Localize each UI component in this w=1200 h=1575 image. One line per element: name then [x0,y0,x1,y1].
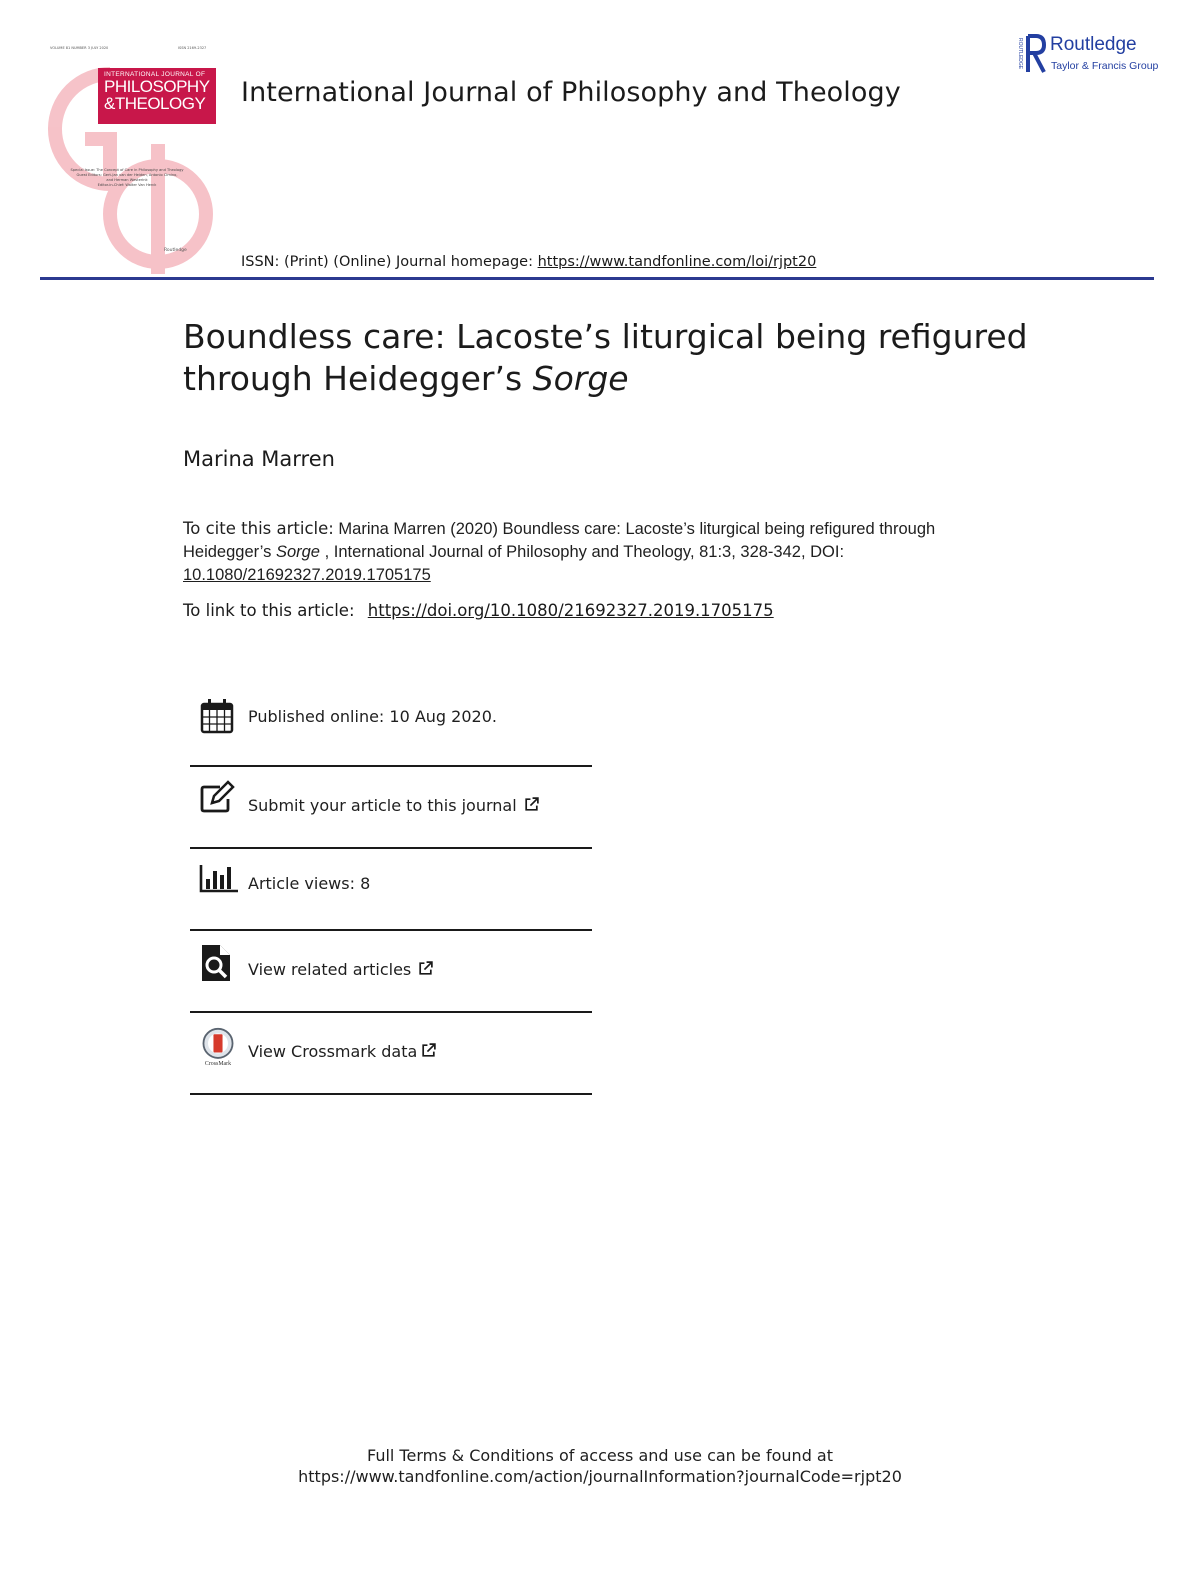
publisher-name: Routledge [1050,34,1137,55]
article-title [183,316,1083,400]
bar-chart-icon [198,861,238,901]
related-articles-row[interactable] [190,931,592,1013]
crossmark-label: CrossMark [204,1061,232,1067]
cover-title-line-1: PHILOSOPHY [104,77,210,96]
cover-publisher-mark: Routledge [164,248,187,253]
cover-kicker: INTERNATIONAL JOURNAL OF [104,71,206,78]
terms-footer-link[interactable]: https://www.tandfonline.com/action/journalInformation?journalCode=rjpt20 [298,1467,902,1486]
cover-blurb-line: and Herman Westerink [106,178,148,182]
cover-title-box [98,68,216,124]
article-views-text: Article views: 8 [248,874,371,893]
journal-title[interactable]: International Journal of Philosophy and Theology [241,77,901,108]
edit-icon [198,779,238,819]
crossmark-row[interactable] [190,1013,592,1095]
crossmark-icon [198,1027,238,1067]
submit-article-link[interactable] [248,796,540,815]
calendar-icon [198,697,238,737]
citation-block [183,517,1023,587]
external-link-icon [420,1042,437,1059]
citation-text-cont: , International Journal of Philosophy and Theology, 81:3, 328-342, DOI: [319,543,845,561]
issn-homepage-line [241,254,816,270]
related-articles-link[interactable] [248,960,434,979]
article-doi-url-link[interactable]: https://doi.org/10.1080/21692327.2019.1705175 [367,601,774,620]
published-online-text: Published online: 10 Aug 2020. [248,707,497,726]
citation-label: To cite this article: [183,519,334,538]
journal-cover-thumbnail[interactable] [40,42,218,274]
cover-blurb-line: Special Issue: The Concept of Care in Philosophy and Theology [70,168,184,172]
citation-italic: Sorge [275,543,320,561]
crossmark-label-text: View Crossmark data [248,1042,418,1061]
article-title-line-2 [183,358,1083,400]
article-link-line [183,601,774,620]
article-author: Marina Marren [183,447,335,471]
external-link-icon [523,796,540,813]
terms-footer-line-1: Full Terms & Conditions of access and use can be found at [366,1446,834,1465]
cover-blurb-line: Guest Editors: Gert-Jan van der Heiden, Antonio Cimino, [76,173,178,177]
cover-volume-text: VOLUME 81 NUMBER 3 JULY 2020 [50,46,109,50]
submit-article-label: Submit your article to this journal [248,796,517,815]
article-link-label: To link to this article: [183,601,360,620]
article-metadata-list [190,680,592,1095]
cover-issn-text: ISSN 2169-2327 [178,46,207,50]
submit-article-row[interactable] [190,767,592,849]
crossmark-link[interactable] [248,1042,437,1061]
routledge-r-icon [1016,34,1048,74]
header-divider [40,277,1154,280]
document-search-icon [198,943,238,983]
article-views-row [190,849,592,931]
journal-homepage-link[interactable]: https://www.tandfonline.com/loi/rjpt20 [537,254,817,270]
article-title-italic: Sorge [532,359,629,398]
cover-blurb [62,168,192,188]
article-title-line-1: Boundless care: Lacoste’s liturgical being refigured [183,317,1028,356]
external-link-icon [417,960,434,977]
cover-blurb-line: Editor-in-Chief: Walter Van Herck [97,183,157,187]
routledge-vertical-text: ROUTLEDGE [1017,38,1023,70]
related-articles-label: View related articles [248,960,412,979]
terms-footer [200,1445,1000,1487]
routledge-logo[interactable] [1014,34,1159,74]
article-title-text: through Heidegger’s [183,359,533,398]
issn-label: ISSN: (Print) (Online) Journal homepage: [241,254,538,270]
citation-doi-link[interactable]: 10.1080/21692327.2019.1705175 [183,566,431,584]
citation-text: Marina Marren (2020) Boundless care: Lacoste’s liturgical being refigured through Heidegger’s [183,520,936,561]
published-online-row [190,680,592,767]
publisher-tagline: Taylor & Francis Group [1051,60,1159,72]
cover-title-line-2: &THEOLOGY [104,94,206,113]
